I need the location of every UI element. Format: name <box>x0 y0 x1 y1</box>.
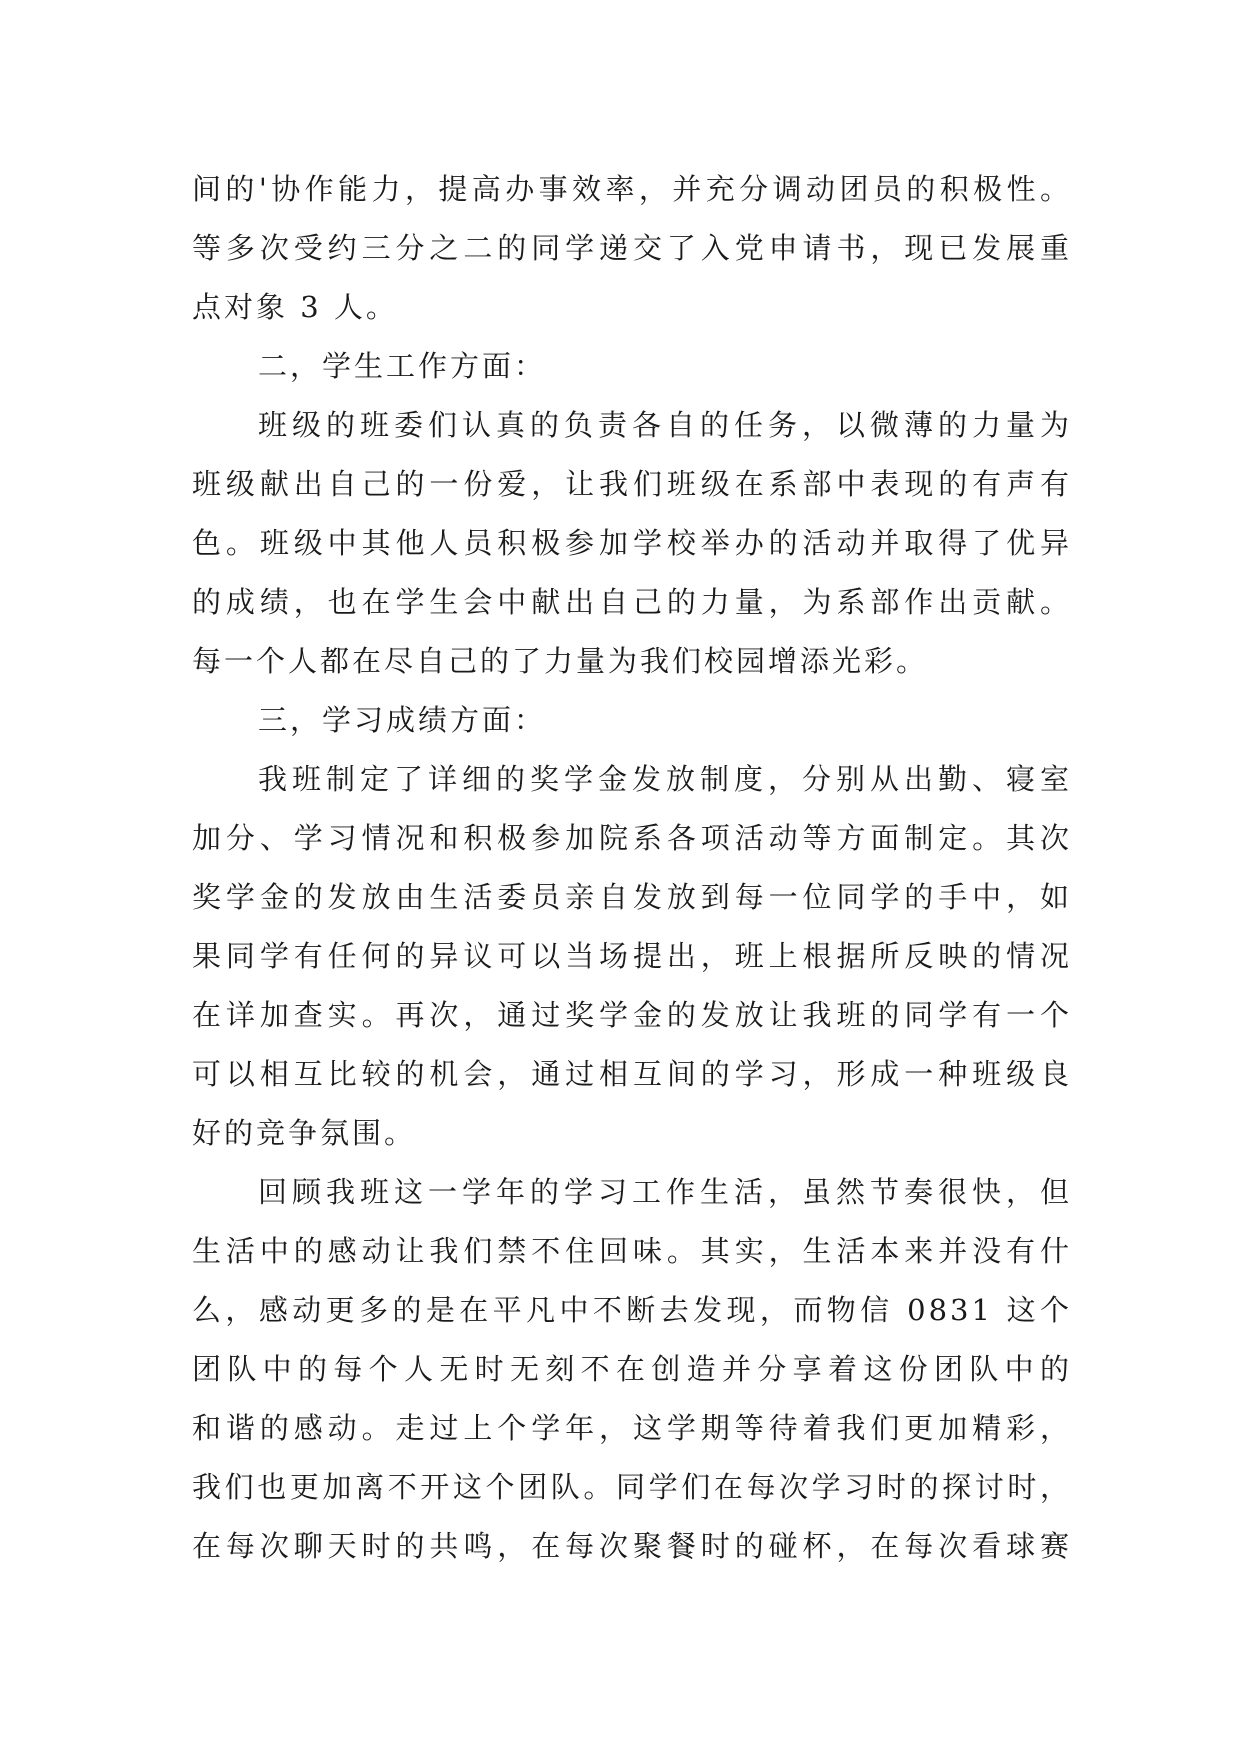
text-line: 加分、学习情况和积极参加院系各项活动等方面制定。其次 <box>192 821 1072 855</box>
text-line: 我班制定了详细的奖学金发放制度，分别从出勤、寝室 <box>258 762 1072 796</box>
text-line: 在每次聊天时的共鸣，在每次聚餐时的碰杯，在每次看球赛 <box>192 1529 1072 1563</box>
section-heading: 三，学习成绩方面： <box>258 703 547 737</box>
text-line: 等多次受约三分之二的同学递交了入党申请书，现已发展重 <box>192 231 1072 265</box>
text-line: 色。班级中其他人员积极参加学校举办的活动并取得了优异 <box>192 526 1072 560</box>
text-line: 可以相互比较的机会，通过相互间的学习，形成一种班级良 <box>192 1057 1072 1091</box>
document-body <box>192 160 1072 1576</box>
text-line: 在详加查实。再次，通过奖学金的发放让我班的同学有一个 <box>192 998 1072 1032</box>
text-line: 回顾我班这一学年的学习工作生活，虽然节奏很快，但 <box>258 1175 1072 1209</box>
text-line: 团队中的每个人无时无刻不在创造并分享着这份团队中的 <box>192 1352 1072 1386</box>
section-heading: 二，学生工作方面： <box>258 349 547 383</box>
text-line: 每一个人都在尽自己的了力量为我们校园增添光彩。 <box>192 644 929 678</box>
text-line: 班级献出自己的一份爱，让我们班级在系部中表现的有声有 <box>192 467 1072 501</box>
text-line: 间的'协作能力，提高办事效率，并充分调动团员的积极性。 <box>192 172 1072 206</box>
text-line: 的成绩，也在学生会中献出自己的力量，为系部作出贡献。 <box>192 585 1072 619</box>
text-line: 点对象 3 人。 <box>192 290 398 324</box>
text-line: 么，感动更多的是在平凡中不断去发现，而物信 0831 这个 <box>192 1293 1072 1327</box>
text-line: 果同学有任何的异议可以当场提出，班上根据所反映的情况 <box>192 939 1072 973</box>
text-line: 班级的班委们认真的负责各自的任务，以微薄的力量为 <box>258 408 1072 442</box>
text-line: 好的竞争氛围。 <box>192 1116 417 1150</box>
text-line: 奖学金的发放由生活委员亲自发放到每一位同学的手中，如 <box>192 880 1072 914</box>
text-line: 生活中的感动让我们禁不住回味。其实，生活本来并没有什 <box>192 1234 1072 1268</box>
text-line: 我们也更加离不开这个团队。同学们在每次学习时的探讨时， <box>192 1470 1072 1504</box>
text-line: 和谐的感动。走过上个学年，这学期等待着我们更加精彩， <box>192 1411 1072 1445</box>
